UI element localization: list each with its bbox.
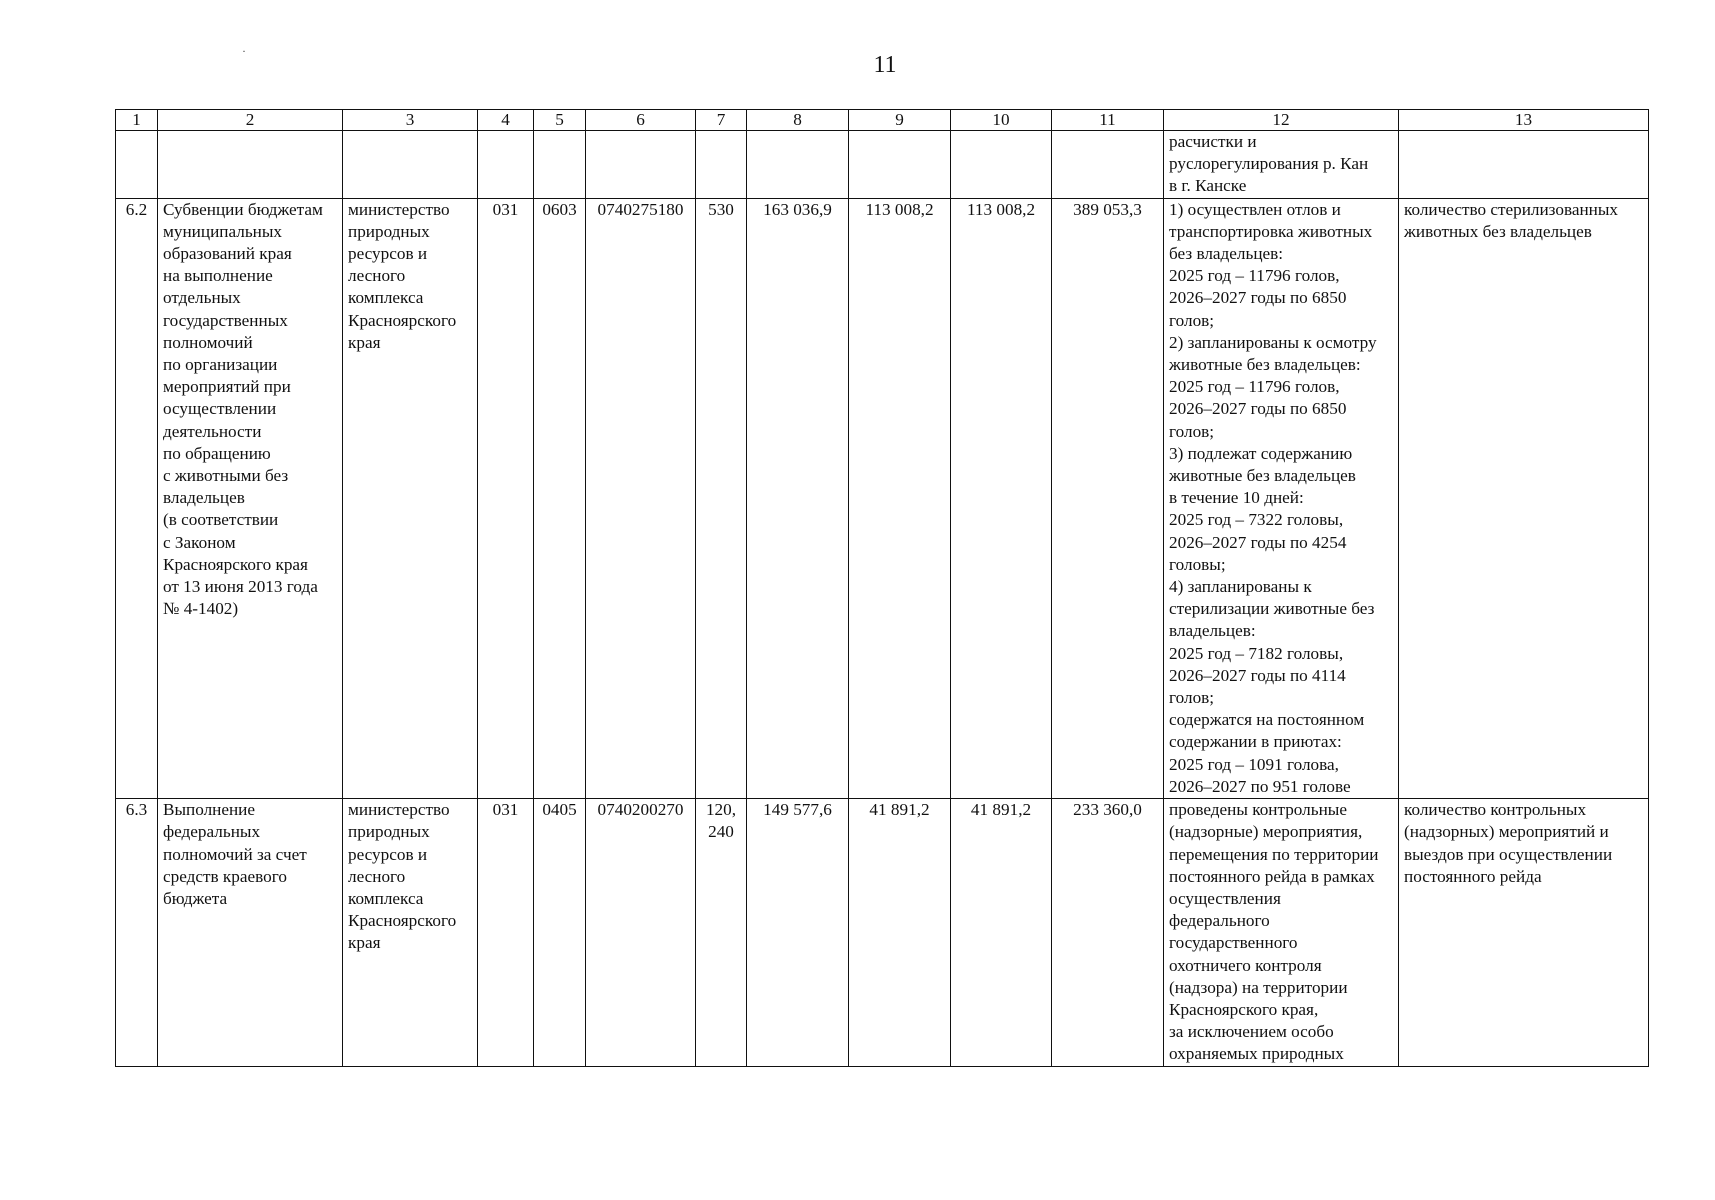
cell-col8: 163 036,9 [747,198,849,798]
column-number-row [116,110,1649,131]
expected-result: 1) осуществлен отлов и транспортировка животных без владельцев: 2025 год – 11796 голов, 2026–2027 годы по 6850 голов; 2) запланированы к осмотру животные без владельцев: 2025 год – 11796 голов, 2026–2027 годы по 6850 голов; 3) подлежат содержанию животные без владельцев в течение 10 дней: 2025 год – 7322 головы, 2026–2027 годы по 4254 головы; 4) запланированы к стерилизации животные без владельцев: 2025 год – 7182 головы, 2026–2027 годы по 4114 голов; содержатся на постоянном содержании в приютах: 2025 год – 1091 голова, 2026–2027 по 951 голове [1164,198,1399,798]
cell-col7 [696,131,747,199]
cell-col7: 530 [696,198,747,798]
scan-speck: · [242,44,246,58]
column-header: 7 [696,110,747,131]
budget-table [115,109,1649,1067]
row-number: 6.3 [116,799,158,1066]
indicator: количество контрольных (надзорных) мероприятий и выездов при осуществлении постоянного рейда [1399,799,1649,1066]
expected-result: расчистки и руслорегулирования р. Кан в г. Канске [1164,131,1399,199]
table-row [116,131,1649,199]
agency-name [343,131,478,199]
measure-name [158,131,343,199]
measure-name: Субвенции бюджетам муниципальных образований края на выполнение отдельных государственных полномочий по организации мероприятий при осуществлении деятельности по обращению с животными без владельцев (в соответствии с Законом Красноярского края от 13 июня 2013 года № 4-1402) [158,198,343,798]
cell-col6: 0740200270 [586,799,696,1066]
cell-col9 [849,131,951,199]
cell-col8: 149 577,6 [747,799,849,1066]
cell-col5: 0405 [534,799,586,1066]
cell-col9: 41 891,2 [849,799,951,1066]
cell-col4: 031 [478,799,534,1066]
column-header: 9 [849,110,951,131]
cell-col7: 120, 240 [696,799,747,1066]
indicator [1399,131,1649,199]
table-row [116,799,1649,1066]
cell-col6: 0740275180 [586,198,696,798]
agency-name: министерство природных ресурсов и лесного комплекса Красноярского края [343,799,478,1066]
column-header: 10 [951,110,1052,131]
cell-col4 [478,131,534,199]
table-row [116,198,1649,798]
cell-col11 [1052,131,1164,199]
column-header: 8 [747,110,849,131]
column-header: 5 [534,110,586,131]
cell-col8 [747,131,849,199]
measure-name: Выполнение федеральных полномочий за счет средств краевого бюджета [158,799,343,1066]
cell-col11: 389 053,3 [1052,198,1164,798]
column-header: 6 [586,110,696,131]
cell-col10: 41 891,2 [951,799,1052,1066]
column-header: 3 [343,110,478,131]
column-header: 1 [116,110,158,131]
column-header: 11 [1052,110,1164,131]
column-header: 13 [1399,110,1649,131]
column-header: 4 [478,110,534,131]
column-header: 2 [158,110,343,131]
page-number: 11 [873,52,897,78]
expected-result: проведены контрольные (надзорные) мероприятия, перемещения по территории постоянного рейда в рамках осуществления федерального государственного охотничего контроля (надзора) на территории Красноярского края, за исключением особо охраняемых природных [1164,799,1399,1066]
row-number [116,131,158,199]
indicator: количество стерилизованных животных без владельцев [1399,198,1649,798]
cell-col5: 0603 [534,198,586,798]
cell-col10 [951,131,1052,199]
column-header: 12 [1164,110,1399,131]
cell-col10: 113 008,2 [951,198,1052,798]
cell-col9: 113 008,2 [849,198,951,798]
agency-name: министерство природных ресурсов и лесного комплекса Красноярского края [343,198,478,798]
cell-col11: 233 360,0 [1052,799,1164,1066]
cell-col5 [534,131,586,199]
cell-col4: 031 [478,198,534,798]
row-number: 6.2 [116,198,158,798]
cell-col6 [586,131,696,199]
